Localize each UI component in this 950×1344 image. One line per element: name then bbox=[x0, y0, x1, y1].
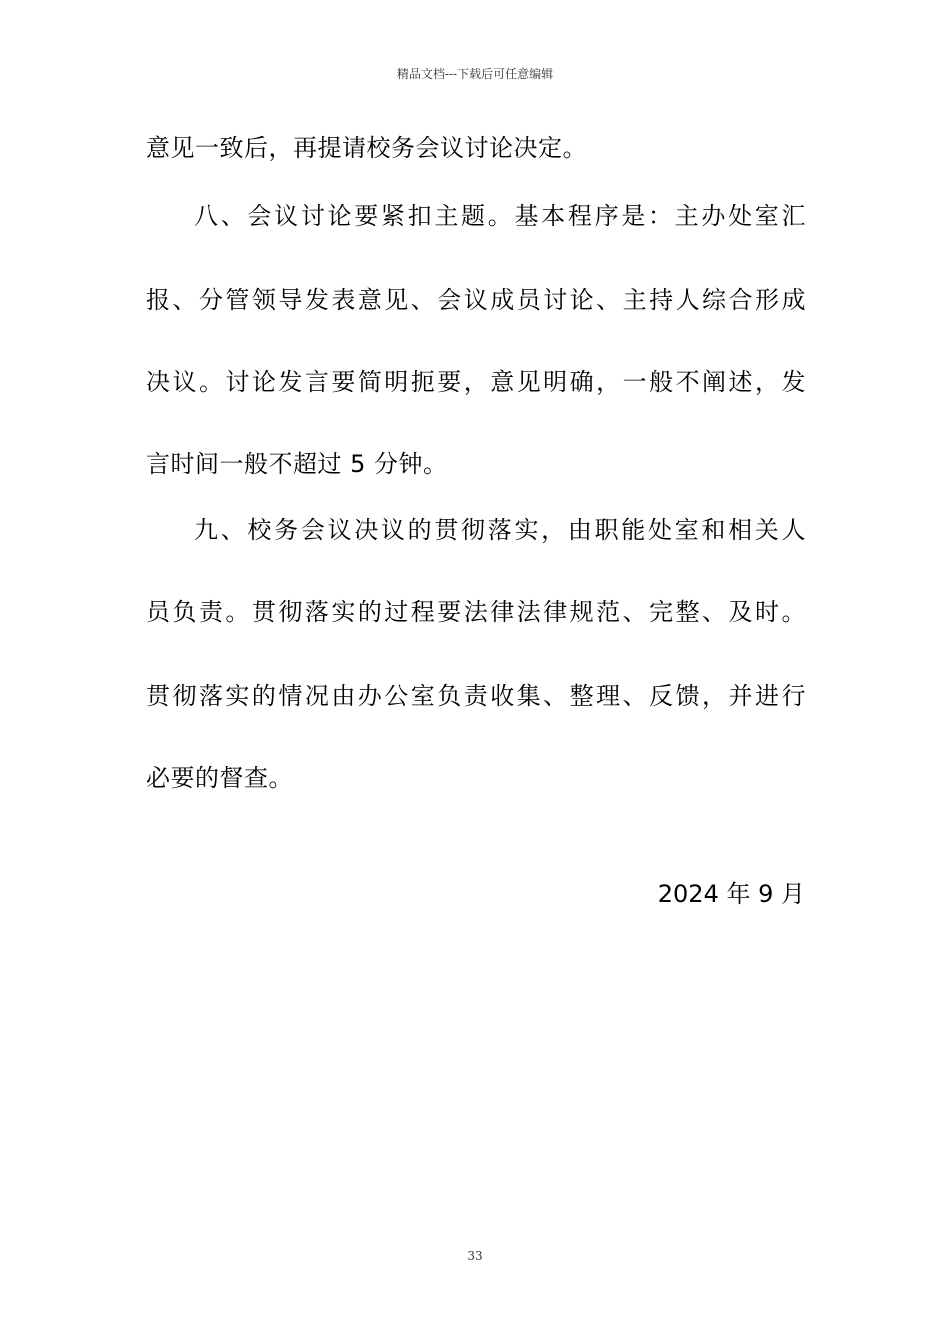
body-line-5: 言时间一般不超过 5 分钟。 bbox=[146, 450, 448, 478]
body-line-6: 九、校务会议决议的贯彻落实，由职能处室和相关人 bbox=[194, 516, 806, 544]
body-line-4: 决议。讨论发言要简明扼要，意见明确，一般不阐述，发 bbox=[146, 368, 806, 396]
body-line-9: 必要的督查。 bbox=[146, 764, 293, 792]
page-number: 33 bbox=[467, 1249, 483, 1263]
body-line-8: 贯彻落实的情况由办公室负责收集、整理、反馈，并进行 bbox=[146, 682, 806, 710]
body-line-2: 八、会议讨论要紧扣主题。基本程序是：主办处室汇 bbox=[194, 202, 806, 230]
body-line-1: 意见一致后，再提请校务会议讨论决定。 bbox=[146, 134, 587, 162]
body-line-7: 员负责。贯彻落实的过程要法律法律规范、完整、及时。 bbox=[146, 598, 806, 626]
document-date: 2024 年 9 月 bbox=[657, 880, 805, 908]
page-header: 精品文档---下载后可任意编辑 bbox=[396, 67, 554, 81]
body-line-3: 报、分管领导发表意见、会议成员讨论、主持人综合形成 bbox=[146, 286, 806, 314]
